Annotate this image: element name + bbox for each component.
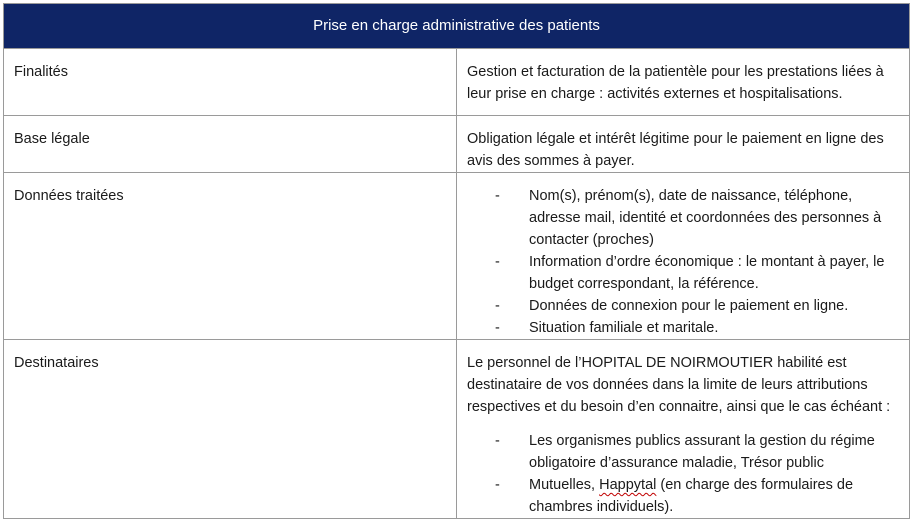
list-item-text: Les organismes publics assurant la gestion du régime obligatoire d’assurance maladie, Trésor public xyxy=(529,433,875,471)
list-item xyxy=(467,474,901,518)
list-dash: - xyxy=(495,477,500,493)
row-donnees xyxy=(4,173,910,340)
list-item-text: Nom(s), prénom(s), date de naissance, téléphone, adresse mail, identité et coordonnées des personnes à contacter (proches) xyxy=(529,188,882,248)
row-value-destinataires xyxy=(457,340,910,519)
row-finalites xyxy=(4,49,910,116)
list-item-text: Situation familiale et maritale. xyxy=(529,320,719,336)
list-item-text-suffix: (en charge des formulaires de chambres individuels). xyxy=(529,477,854,515)
row-value-finalites: Gestion et facturation de la patientèle pour les prestations liées à leur prise en charge : activités externes et hospitalisations. xyxy=(457,49,910,116)
row-label-base-legale: Base légale xyxy=(4,116,457,173)
row-value-donnees xyxy=(457,173,910,340)
list-item xyxy=(467,430,901,474)
list-item-text-prefix: Mutuelles, xyxy=(529,477,600,493)
table-title: Prise en charge administrative des patients xyxy=(4,4,910,49)
processing-table xyxy=(3,3,910,519)
row-label-destinataires: Destinataires xyxy=(4,340,457,519)
list-item-text: Information d’ordre économique : le montant à payer, le budget correspondant, la référence. xyxy=(529,254,885,292)
list-item xyxy=(467,185,901,251)
list-dash: - xyxy=(495,188,500,204)
list-dash: - xyxy=(495,320,500,336)
processing-table-wrapper xyxy=(3,3,910,519)
destinataires-intro: Le personnel de l’HOPITAL DE NOIRMOUTIER habilité est destinataire de vos données dans la limite de leurs attributions respectives et du besoin d’en connaitre, ainsi que le cas échéant : xyxy=(467,355,891,415)
row-base-legale xyxy=(4,116,910,173)
row-label-finalites: Finalités xyxy=(4,49,457,116)
list-dash: - xyxy=(495,433,500,449)
list-item xyxy=(467,295,901,317)
row-destinataires xyxy=(4,340,910,519)
list-item xyxy=(467,251,901,295)
destinataires-list xyxy=(467,430,901,518)
spellcheck-flagged-word: Happytal xyxy=(599,477,657,493)
list-dash: - xyxy=(495,298,500,314)
row-value-base-legale: Obligation légale et intérêt légitime pour le paiement en ligne des avis des sommes à payer. xyxy=(457,116,910,173)
list-dash: - xyxy=(495,254,500,270)
row-label-donnees: Données traitées xyxy=(4,173,457,340)
list-item xyxy=(467,317,901,339)
donnees-list xyxy=(467,185,901,339)
paragraph-gap xyxy=(467,418,901,430)
list-item-text: Données de connexion pour le paiement en ligne. xyxy=(529,298,849,314)
table-header-row xyxy=(4,4,910,49)
